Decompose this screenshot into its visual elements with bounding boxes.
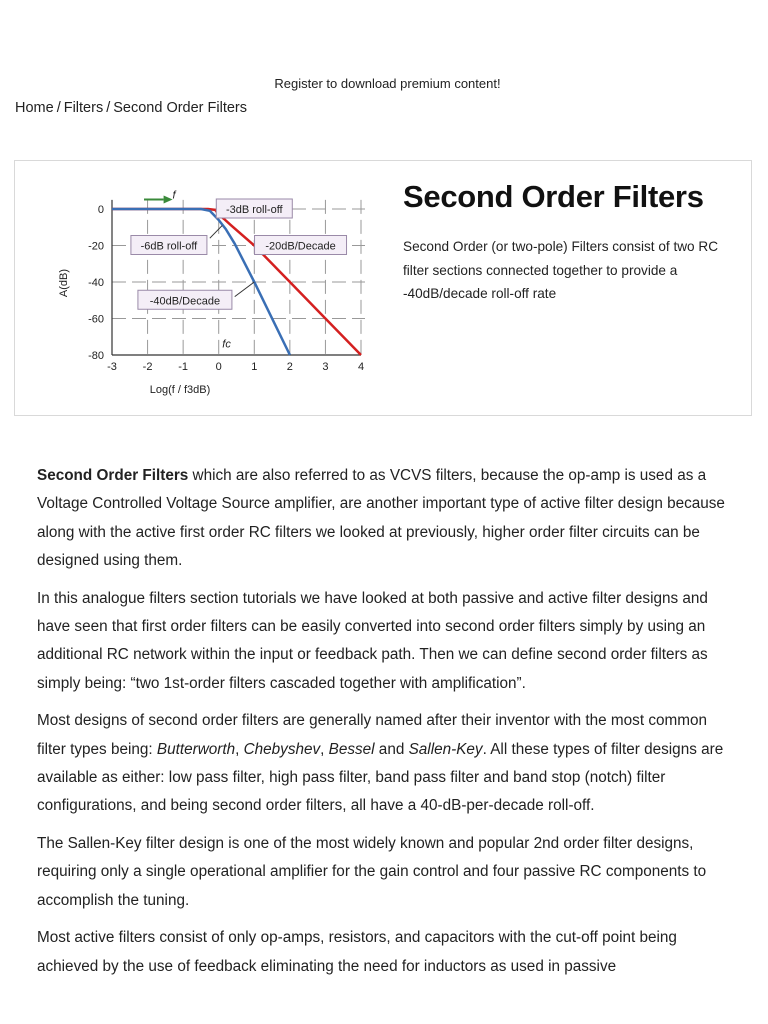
filter-type-butterworth: Butterworth: [156, 740, 236, 758]
article-body: [37, 462, 737, 990]
filter-type-chebyshev: Chebyshev: [243, 740, 321, 758]
y-tick-label: -40: [88, 277, 104, 289]
article-paragraph: Second Order Filters which are also referred to as VCVS filters, because the op-amp is used as a Voltage Controlled Voltage Source amplifier, are another important type of active filter design because along with the active first order RC filters we looked at previously, higher order filter circuits can be designed using them.: [37, 467, 725, 570]
plot-grid: [112, 200, 365, 355]
page-title: Second Order Filters: [403, 179, 704, 214]
y-axis-label: A(dB): [58, 268, 70, 298]
annotation-label: -6dB roll-off: [140, 240, 198, 253]
y-tick-label: -20: [88, 240, 104, 253]
article-term: Second Order Filters: [37, 467, 189, 484]
filter-type-bessel: Bessel: [328, 740, 375, 758]
y-tick-label: 0: [97, 204, 104, 216]
article-paragraph: In this analogue filters section tutorials we have looked at both passive and active filter designs and have seen that first order filters can be easily converted into second order filters simply by using an additional RC network within the input or feedback path. Then we can define second order filters as simply being: “two 1st-order filters cascaded together with amplification”.: [37, 589, 708, 692]
register-link[interactable]: Register to download premium content!: [274, 76, 501, 91]
x-tick-label: -1: [178, 361, 189, 373]
breadcrumb-separator: /: [106, 100, 111, 116]
filter-type-sallen-key: Sallen-Key: [408, 740, 483, 758]
article-paragraph: The Sallen-Key filter design is one of the most widely known and popular 2nd order filter designs, requiring only a single operational amplifier for the gain control and four passive RC components to accomplish the tuning.: [37, 834, 707, 909]
annotation-leader-line: [235, 282, 255, 297]
frequency-arrow-head: [164, 196, 173, 204]
x-tick-label: 2: [286, 361, 293, 373]
article-paragraph: Most designs of second order filters are generally named after their inventor with the most common filter types being: Butterworth, Chebyshev, Bessel and Sallen-Key. All these types of filter designs are available as either: low pass filter, high pass filter, band pass filter and band stop (notch) filter configurations, and being second order filters, all have a 40-dB-per-decade roll-off.: [37, 712, 724, 815]
breadcrumb-separator: /: [56, 100, 61, 116]
x-tick-label: -3: [107, 361, 117, 373]
article-paragraph: Most active filters consist of only op-amps, resistors, and capacitors with the cut-off point being achieved by the use of feedback eliminating the need for inductors as used in passive: [37, 929, 677, 975]
y-tick-labels: [88, 204, 104, 362]
y-tick-label: -60: [88, 313, 104, 326]
breadcrumb: [15, 100, 247, 116]
annotation-label: -3dB roll-off: [225, 204, 283, 216]
frequency-arrow: [144, 190, 176, 204]
register-banner: [0, 76, 768, 91]
x-tick-label: 1: [251, 361, 258, 373]
breadcrumb-filters-link[interactable]: Filters: [63, 100, 104, 116]
annotation-leader-line: [210, 225, 222, 238]
annotation-label: -20dB/Decade: [265, 240, 336, 253]
x-tick-label: 4: [357, 361, 365, 373]
x-tick-label: 0: [215, 361, 222, 373]
x-tick-label: -2: [142, 361, 153, 373]
frequency-arrow-label: f: [172, 189, 176, 202]
x-tick-label: 3: [322, 361, 329, 373]
page-summary: Second Order (or two-pole) Filters consist of two RC filter sections connected together to provide a -40dB/decade roll-off rate: [403, 239, 719, 301]
annotation-label: -40dB/Decade: [149, 295, 221, 308]
breadcrumb-current: Second Order Filters: [113, 100, 248, 116]
plot-axes: [112, 200, 361, 355]
x-tick-labels: [107, 361, 364, 373]
featured-card: [14, 160, 752, 416]
cutoff-frequency-label: fc: [222, 338, 231, 351]
x-axis-label: Log(f / f3dB): [149, 384, 211, 396]
filter-response-figure: [51, 175, 371, 400]
breadcrumb-home-link[interactable]: Home: [15, 100, 54, 116]
y-tick-label: -80: [88, 350, 104, 362]
